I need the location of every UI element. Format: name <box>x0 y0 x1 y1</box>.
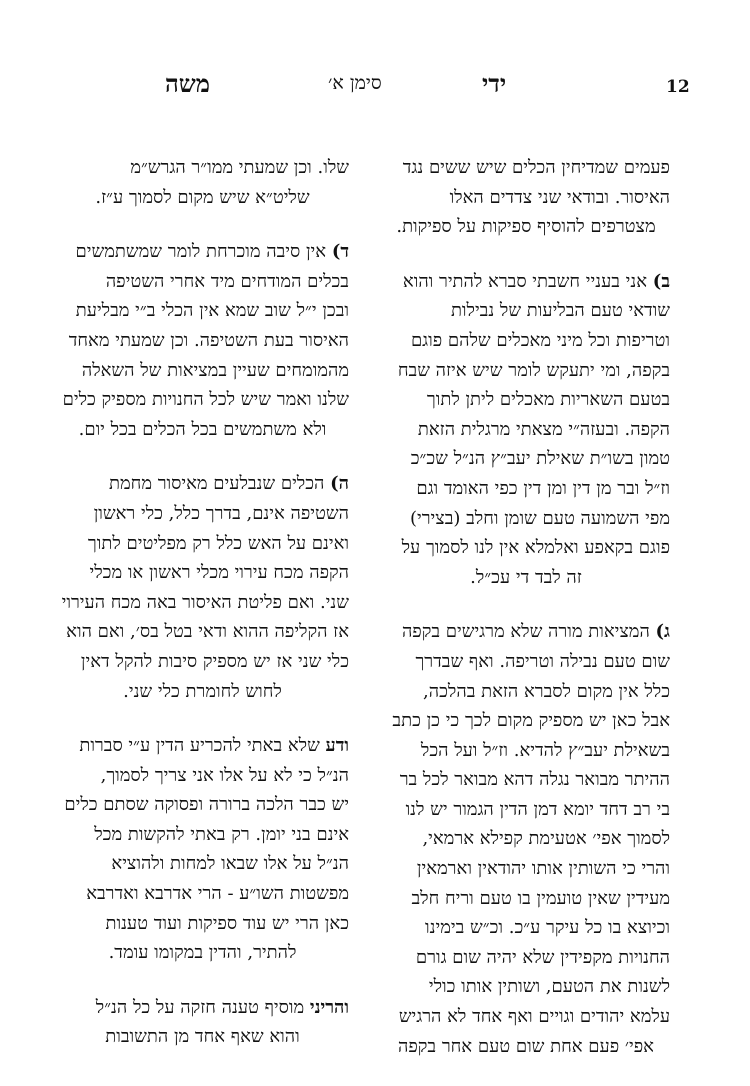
text-line: כלי שני אז יש מספיק סיבות להקל דאין <box>80 650 349 672</box>
text-line: הנ״ל כי לא על אלו אני צריך לסמוך, <box>100 764 349 786</box>
paragraph <box>56 237 349 444</box>
right-text-column <box>382 153 670 1086</box>
text-line: שלנו ואמר שיש לכל החנויות מספיק כלים <box>62 389 349 411</box>
text-line: האיסור בעת השטיפה. וכן שמעתי מאחד <box>68 329 349 351</box>
text-line: אבל כאן יש מספיק מקום לכך כי כן כתב <box>392 710 670 732</box>
text-line: מהמומחים שעיין במציאות של השאלה <box>81 359 349 381</box>
text-line: שני. ואם פליטת האיסור באה מכח העירוי <box>61 591 349 613</box>
text-line: ג) המציאות מורה שלא מרגישים בקפה <box>401 621 670 643</box>
text-line: הקפה מכח עירוי מכלי ראשון או מכלי <box>89 562 349 584</box>
text-line: בשאילת יעב״ץ להדיא. וז״ל ועל הכל <box>420 739 670 761</box>
text-line: בכלים המודחים מיד אחרי השטיפה <box>105 270 349 292</box>
text-line: וכיוצא בו כל עיקר ע״כ. וכ״ש בימינו <box>425 917 670 939</box>
paragraph <box>56 993 349 1052</box>
text-line: לחוש לחומרת כלי שני. <box>123 680 282 702</box>
paragraph <box>56 731 349 968</box>
text-line: פעמים שמדיחין הכלים שיש ששים נגד <box>402 157 670 178</box>
page-header <box>0 64 750 104</box>
text-line: השטיפה אינם, בדרך כלל, כלי ראשון <box>93 502 349 524</box>
text-line: ההיתר מבואר נגלה דהא מבואר לכל בר <box>399 769 670 791</box>
text-line: ואינם על האש כלל רק מפליטים לתוך <box>87 532 349 554</box>
text-line: כאן הרי יש עוד ספיקות ועוד טענות <box>105 912 349 934</box>
text-line: לסמוך אפי׳ אטעימת קפילא ארמאי, <box>422 828 670 850</box>
text-line: והריני מוסיף טענה חזקה על כל הנ״ל <box>95 996 349 1018</box>
text-line: מפשטות השו״ע - הרי אדרבא ואדרבא <box>86 883 349 905</box>
paragraph <box>382 267 670 593</box>
text-line: זה לבד די עכ״ל. <box>470 566 582 588</box>
text-line: וטריפות וכל מיני מאכלים שלהם פוגם <box>410 329 670 351</box>
paragraph-lead: ג) <box>655 621 670 643</box>
text-line: שודאי טעם הבליעות של נבילות <box>450 300 670 322</box>
text-line: שלו. וכן שמעתי ממו״ר הגרש״מ <box>130 157 349 178</box>
text-line: מפי השמועה טעם שומן וחלב (בצירי) <box>409 507 670 529</box>
text-line: ולא משתמשים בכל הכלים בכל יום. <box>78 418 327 440</box>
text-line: הקפה. ובעזה״י מצאתי מרגלית הזאת <box>417 418 670 440</box>
left-text-column <box>56 153 349 1077</box>
text-line: ה) הכלים שנבלעים מאיסור מחמת <box>109 473 349 495</box>
paragraph <box>382 153 670 242</box>
text-line: שליט״א שיש מקום לסמוך ע״ז. <box>95 186 310 208</box>
text-line: בי רב דחד יומא דמן הדין הגמור יש לנו <box>405 798 670 820</box>
text-line: יש כבר הלכה ברורה ופסוקה שסתם כלים <box>64 794 349 816</box>
text-line: בטעם השאריות מאכלים ליתן לתוך <box>426 389 670 411</box>
text-line: ב) אני בעניי חשבתי סברא להתיר והוא <box>402 270 670 292</box>
text-line: מעידין שאין טועמין בו טעם וריח חלב <box>411 887 670 909</box>
paragraph <box>56 469 349 706</box>
text-line: מצטרפים להוסיף ספיקות על ספיקות. <box>396 216 656 238</box>
text-line: ובכן י״ל שוב שמא אין הכלי ב״י מבליעת <box>75 300 349 322</box>
text-line: אפי׳ פעם אחת שום טעם אחר בקפה <box>398 1035 654 1057</box>
text-line: אינם בני יומן. רק באתי להקשות מכל <box>94 823 349 845</box>
text-line: והוא שאף אחד מן התשובות <box>105 1026 300 1048</box>
siman-label: סימן א׳ <box>328 72 382 94</box>
text-line: האיסור. ובודאי שני צדדים האלו <box>449 186 670 208</box>
text-line: עלמא יהודים וגויים ואף אחד לא הרגיש <box>398 1006 670 1028</box>
text-line: הנ״ל על אלו שבאו למחות ולהוציא <box>111 853 349 875</box>
text-line: והרי כי השותין אותו יהודאין וארמאין <box>416 858 670 880</box>
text-line: שום טעם נבילה וטריפה. ואף שבדרך <box>415 650 670 672</box>
paragraph-lead: ודע <box>325 735 349 757</box>
text-line: ד) אין סיבה מוכרחת לומר שמשתמשים <box>75 241 349 263</box>
running-title-right: ידי <box>482 69 507 98</box>
text-line: לשנות את הטעם, ושותין אותו כולי <box>428 976 670 998</box>
text-line: בקפה, ומי יתעקש לומר שיש איזה שבח <box>397 359 670 381</box>
text-line: להתיר, והדין במקומו עומד. <box>108 942 297 964</box>
paragraph-lead: ב) <box>652 270 670 292</box>
text-line: אז הקליפה ההוא ודאי בטל בס׳, ואם הוא <box>66 621 349 643</box>
text-line: וז״ל ובר מן דין ומן דין כפי האומד וגם <box>416 477 670 499</box>
paragraph <box>56 153 349 212</box>
paragraph-lead: והריני <box>309 996 349 1018</box>
paragraph <box>382 617 670 1061</box>
paragraph-lead: ה) <box>330 473 349 495</box>
text-line: ודע שלא באתי להכריע הדין ע״י סברות <box>79 735 349 757</box>
text-line: כלל אין מקום לסברא הזאת בהלכה, <box>423 680 670 702</box>
text-line: פוגם בקאפע ואלמלא אין לנו לסמוך על <box>401 537 670 559</box>
running-title-left: משה <box>165 69 211 98</box>
text-line: החנויות מקפידין שלא יהיה שום גורם <box>415 946 670 968</box>
page-number: 12 <box>666 77 690 97</box>
text-line: טמון בשו״ת שאילת יעב״ץ הנ״ל שכ״כ <box>410 448 670 470</box>
paragraph-lead: ד) <box>331 241 349 263</box>
